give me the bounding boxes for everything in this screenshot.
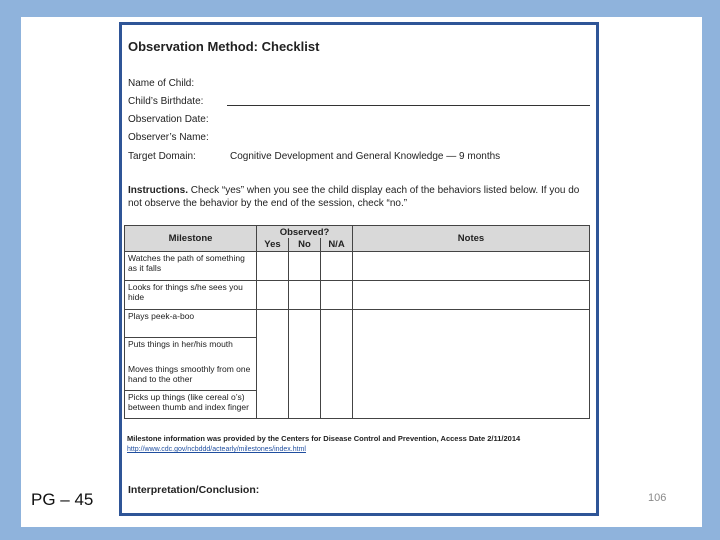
notes-cell[interactable] [353, 252, 590, 281]
target-domain-label: Target Domain: [128, 151, 196, 162]
table-row [125, 252, 590, 281]
milestone-table [124, 225, 590, 419]
no-checkbox-cell[interactable] [289, 281, 321, 310]
birthdate-label: Child’s Birthdate: [128, 96, 204, 107]
milestone-cell: Moves things smoothly from one hand to the other [125, 363, 257, 391]
table-row [125, 281, 590, 310]
na-checkbox-cell[interactable] [321, 252, 353, 281]
observed-header: Observed? [257, 226, 353, 239]
milestone-cell: Watches the path of something as it falls [125, 252, 257, 281]
yes-checkbox-cell[interactable] [257, 281, 289, 310]
entry-line [227, 105, 590, 106]
na-checkbox-cell[interactable] [321, 281, 353, 310]
observation-date-label: Observation Date: [128, 114, 209, 125]
interpretation-label: Interpretation/Conclusion: [128, 484, 260, 496]
notes-cell[interactable] [353, 281, 590, 310]
instructions [128, 184, 590, 210]
target-domain-value: Cognitive Development and General Knowledge — 9 months [230, 151, 501, 162]
slide-number: 106 [648, 492, 667, 504]
table-row [125, 310, 590, 338]
observer-name-label: Observer’s Name: [128, 132, 209, 143]
child-name-label: Name of Child: [128, 78, 195, 89]
na-checkbox-cell[interactable] [321, 310, 353, 419]
document-title: Observation Method: Checklist [128, 39, 320, 54]
milestone-cell: Looks for things s/he sees you hide [125, 281, 257, 310]
no-header: No [289, 238, 321, 252]
milestone-cell: Puts things in her/his mouth [125, 338, 257, 363]
page-label: PG – 45 [31, 490, 94, 509]
no-checkbox-cell[interactable] [289, 310, 321, 419]
instructions-label: Instructions. [128, 185, 189, 196]
notes-header: Notes [353, 226, 590, 252]
checklist-document [119, 22, 599, 516]
yes-checkbox-cell[interactable] [257, 310, 289, 419]
source-note: Milestone information was provided by the Centers for Disease Control and Prevention, Access Date 2/11/2014 [127, 434, 521, 443]
milestone-header: Milestone [125, 226, 257, 252]
notes-cell[interactable] [353, 310, 590, 419]
milestone-cell: Picks up things (like cereal o’s) between thumb and index finger [125, 391, 257, 419]
yes-checkbox-cell[interactable] [257, 252, 289, 281]
source-link[interactable]: http://www.cdc.gov/ncbddd/actearly/milestones/index.html [127, 446, 306, 453]
no-checkbox-cell[interactable] [289, 252, 321, 281]
yes-header: Yes [257, 238, 289, 252]
na-header: N/A [321, 238, 353, 252]
milestone-cell: Plays peek-a-boo [125, 310, 257, 338]
instructions-text: Check “yes” when you see the child display each of the behaviors listed below. If you do not observe the behavior by the end of the session, check “no.” [128, 185, 580, 209]
